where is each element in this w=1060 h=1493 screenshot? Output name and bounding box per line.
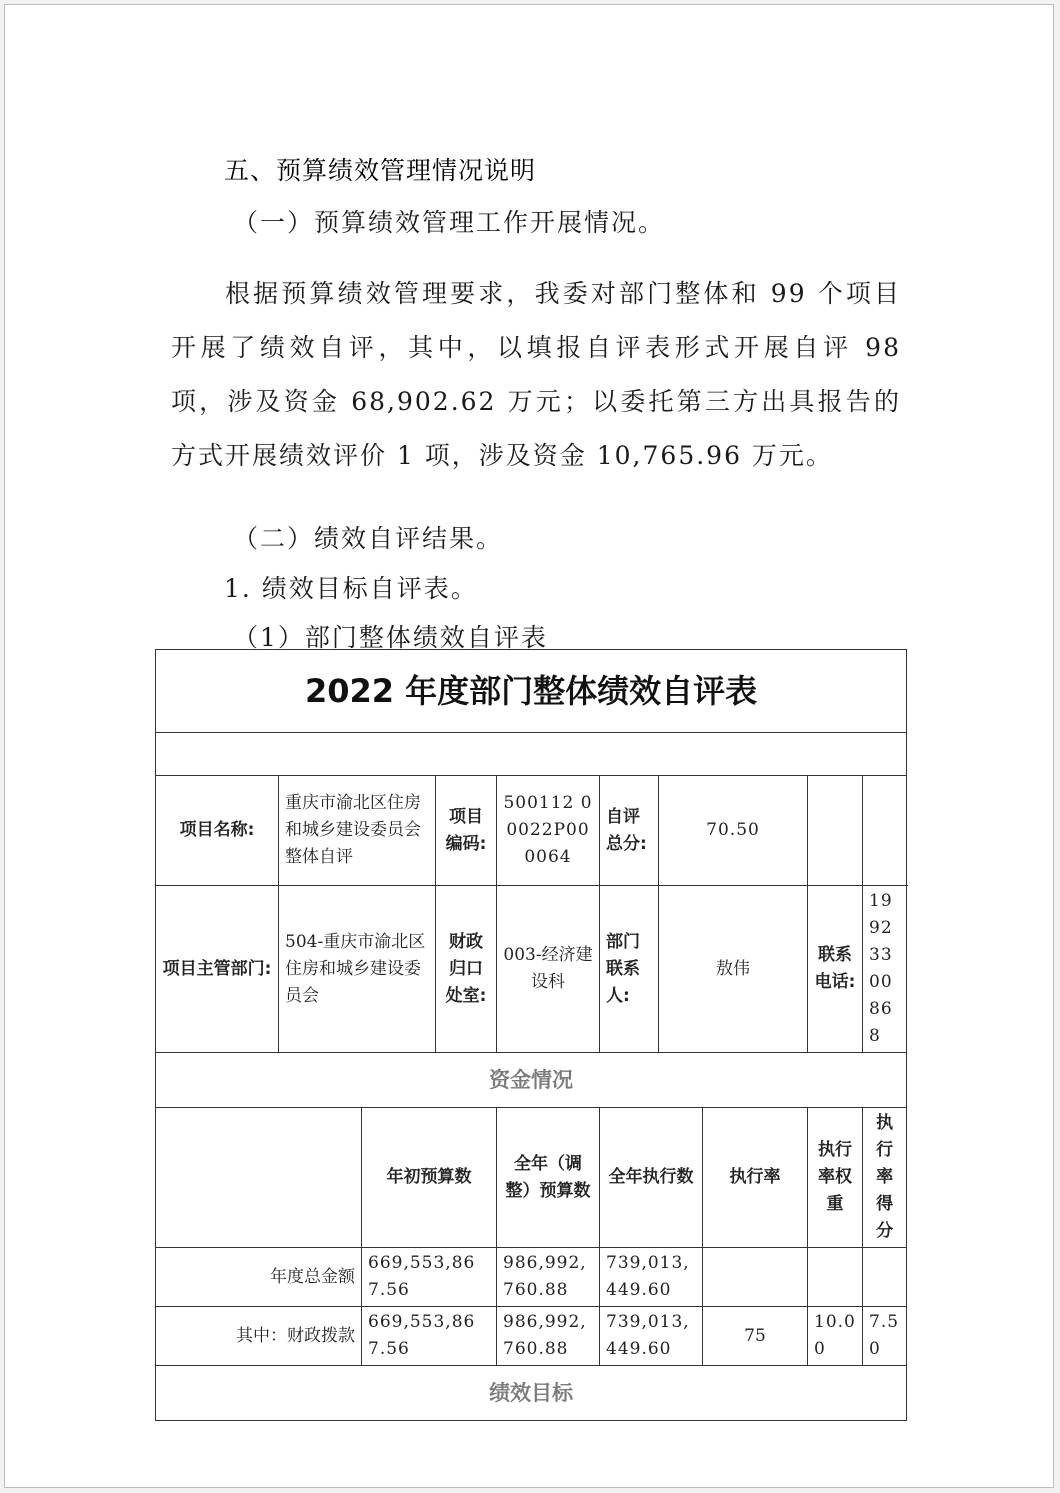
row-total-score: [863, 1248, 907, 1307]
phone-label: 联系电话:: [808, 886, 863, 1053]
row-total-initial: 669,553,867.56: [362, 1248, 497, 1307]
row-fiscal-score: 7.50: [863, 1307, 907, 1366]
header-exec-rate: 执行率: [703, 1108, 808, 1248]
row-fiscal-adjusted: 986,992,760.88: [497, 1307, 600, 1366]
row-fiscal-initial: 669,553,867.56: [362, 1307, 497, 1366]
subheading-goal-table: 1. 绩效目标自评表。: [224, 574, 478, 603]
body-paragraph: 根据预算绩效管理要求，我委对部门整体和 99 个项目开展了绩效自评，其中，以填报自评表形式开展自评 98 项，涉及资金 68,902.62 万元；以委托第三方出具报告的方式开展绩效评价 1 项，涉及资金 10,765.96 万元。: [171, 279, 901, 470]
dept-value: 504-重庆市渝北区住房和城乡建设委员会: [279, 886, 436, 1053]
goals-section-header: 绩效目标: [156, 1366, 907, 1421]
score-label: 自评总分:: [600, 776, 659, 886]
subheading-dept-table: （1）部门整体绩效自评表: [233, 623, 548, 652]
subheading-results: （二）绩效自评结果。: [233, 524, 504, 553]
header-initial-budget: 年初预算数: [362, 1108, 497, 1248]
funds-header-blank: [156, 1108, 362, 1248]
section-heading: 五、预算绩效管理情况说明: [224, 156, 537, 185]
row-fiscal-weight: 10.00: [808, 1307, 863, 1366]
project-name-label: 项目名称:: [156, 776, 279, 886]
project-name-value: 重庆市渝北区住房和城乡建设委员会整体自评: [279, 776, 436, 886]
row-total-label: 年度总金额: [156, 1248, 362, 1307]
row-total-adjusted: 986,992,760.88: [497, 1248, 600, 1307]
row-total-rate: [703, 1248, 808, 1307]
table-title: 2022 年度部门整体绩效自评表: [156, 650, 907, 733]
score-value: 70.50: [659, 776, 808, 886]
project-code-label: 项目编码:: [436, 776, 497, 886]
contact-value: 敖伟: [659, 886, 808, 1053]
empty-cell: [863, 776, 907, 886]
header-executed: 全年执行数: [600, 1108, 703, 1248]
project-code-value: 500112 00022P00 0064: [497, 776, 600, 886]
row-total-weight: [808, 1248, 863, 1307]
self-evaluation-table: [155, 649, 907, 1421]
row-total-executed: 739,013,449.60: [600, 1248, 703, 1307]
phone-value: 19923300 868: [863, 886, 907, 1053]
row-fiscal-label: 其中：财政拨款: [156, 1307, 362, 1366]
row-fiscal-executed: 739,013,449.60: [600, 1307, 703, 1366]
finance-office-label: 财政归口处室:: [436, 886, 497, 1053]
funds-section-header: 资金情况: [156, 1053, 907, 1108]
header-rate-score: 执行率得分: [863, 1108, 907, 1248]
header-rate-weight: 执行率权重: [808, 1108, 863, 1248]
finance-office-value: 003-经济建设科: [497, 886, 600, 1053]
blank-row: [156, 733, 907, 776]
empty-cell: [808, 776, 863, 886]
contact-label: 部门联系人:: [600, 886, 659, 1053]
header-adjusted-budget: 全年（调整）预算数: [497, 1108, 600, 1248]
row-fiscal-rate: 75: [703, 1307, 808, 1366]
subheading-work: （一）预算绩效管理工作开展情况。: [233, 208, 666, 237]
dept-label: 项目主管部门:: [156, 886, 279, 1053]
